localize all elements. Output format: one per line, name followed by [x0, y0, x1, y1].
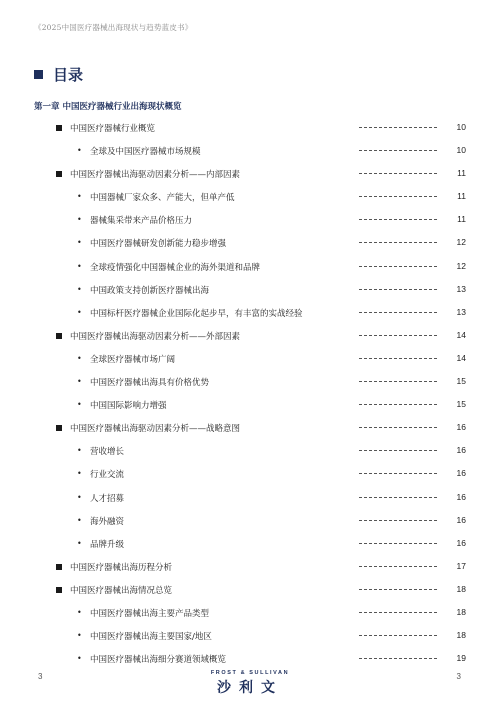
square-bullet-icon	[56, 125, 62, 131]
dot-leader	[359, 312, 437, 313]
dot-bullet-icon: •	[77, 192, 82, 202]
dot-leader	[359, 150, 437, 151]
dot-bullet-icon: •	[77, 307, 82, 317]
square-bullet-icon	[56, 171, 62, 177]
toc-page-number: 18	[456, 606, 466, 617]
dot-bullet-icon: •	[77, 538, 82, 548]
page-number-right: 3	[456, 672, 461, 681]
toc-section-row[interactable]	[0, 164, 499, 187]
dot-bullet-icon: •	[77, 377, 82, 387]
toc-page-number: 14	[456, 352, 466, 363]
dot-bullet-icon: •	[77, 492, 82, 502]
heading-square-icon	[34, 70, 43, 79]
toc-entry-label: 中国医疗器械出海驱动因素分析——外部因素	[70, 331, 241, 342]
toc-subsection-row[interactable]	[0, 349, 499, 372]
toc-entry-label: 中国医疗器械出海具有价格优势	[90, 378, 210, 389]
dot-leader	[359, 635, 437, 636]
toc-subsection-row[interactable]	[0, 233, 499, 256]
dot-leader	[359, 335, 437, 336]
dot-leader	[359, 450, 437, 451]
toc-entry-label: 中国器械厂家众多、产能大，但单产低	[90, 193, 235, 204]
toc-entry-label: 品牌升级	[90, 539, 125, 550]
page-number-left: 3	[38, 672, 43, 681]
toc-entry-label: 中国医疗器械出海细分赛道领域概览	[90, 655, 227, 666]
toc-entry-label: 海外融资	[90, 516, 125, 527]
toc-page-number: 12	[456, 237, 466, 248]
dot-leader	[359, 127, 437, 128]
toc-page-number: 15	[456, 399, 466, 410]
toc-page-number: 10	[456, 145, 466, 156]
toc-page-number: 13	[456, 306, 466, 317]
toc-entry-label: 人才招募	[90, 493, 125, 504]
toc-page-number: 15	[456, 376, 466, 387]
toc-subsection-row[interactable]	[0, 649, 499, 672]
logo-chinese-text: 沙利文	[217, 680, 283, 696]
toc-subsection-row[interactable]	[0, 395, 499, 418]
toc-page-number: 19	[456, 653, 466, 664]
toc-entry-label: 中国政策支持创新医疗器械出海	[90, 285, 210, 296]
toc-subsection-row[interactable]	[0, 187, 499, 210]
logo-english-text: FROST & SULLIVAN	[210, 670, 290, 676]
toc-entry-label: 中国医疗器械出海主要国家/地区	[90, 632, 212, 643]
toc-subsection-row[interactable]	[0, 626, 499, 649]
toc-subsection-row[interactable]	[0, 280, 499, 303]
dot-bullet-icon: •	[77, 261, 82, 271]
square-bullet-icon	[56, 333, 62, 339]
toc-entry-label: 中国医疗器械出海主要产品类型	[90, 608, 210, 619]
dot-bullet-icon: •	[77, 654, 82, 664]
toc-entry-label: 中国医疗器械研发创新能力稳步增强	[90, 239, 227, 250]
toc-section-row[interactable]	[0, 326, 499, 349]
toc-section-row[interactable]	[0, 118, 499, 141]
frost-sullivan-logo	[192, 670, 308, 697]
toc-entry-label: 中国医疗器械行业概览	[70, 124, 156, 134]
toc-page-number: 11	[457, 214, 466, 225]
toc-subsection-row[interactable]	[0, 257, 499, 280]
toc-page-number: 13	[456, 283, 466, 294]
toc-page-number: 16	[456, 537, 466, 548]
toc-page-number: 18	[456, 583, 466, 594]
dot-leader	[359, 242, 437, 243]
toc-heading-text: 目录	[53, 66, 84, 84]
toc-entry-label: 器械集采带来产品价格压力	[90, 216, 193, 227]
dot-leader	[359, 266, 437, 267]
square-bullet-icon	[56, 564, 62, 570]
toc-page-number: 18	[456, 630, 466, 641]
dot-leader	[359, 358, 437, 359]
dot-bullet-icon: •	[77, 400, 82, 410]
dot-bullet-icon: •	[77, 607, 82, 617]
toc-page-number: 16	[456, 445, 466, 456]
toc-page-number: 12	[456, 260, 466, 271]
toc-subsection-row[interactable]	[0, 303, 499, 326]
toc-subsection-row[interactable]	[0, 210, 499, 233]
square-bullet-icon	[56, 425, 62, 431]
dot-leader	[359, 173, 437, 174]
dot-bullet-icon: •	[77, 284, 82, 294]
toc-page-number: 16	[456, 468, 466, 479]
dot-bullet-icon: •	[77, 631, 82, 641]
toc-subsection-row[interactable]	[0, 511, 499, 534]
toc-page-number: 11	[457, 191, 466, 202]
toc-page-number: 11	[457, 168, 466, 179]
dot-leader	[359, 219, 437, 220]
toc-subsection-row[interactable]	[0, 488, 499, 511]
toc-entry-label: 中国医疗器械出海历程分析	[70, 562, 173, 573]
toc-entry-label: 中国医疗器械出海驱动因素分析——战略意图	[70, 424, 241, 435]
toc-entry-label: 中国医疗器械出海情况总览	[70, 585, 173, 596]
toc-subsection-row[interactable]	[0, 534, 499, 557]
dot-bullet-icon: •	[77, 238, 82, 248]
dot-leader	[359, 566, 437, 567]
dot-leader	[359, 589, 437, 590]
toc-entry-label: 营收增长	[90, 447, 125, 458]
dot-leader	[359, 612, 437, 613]
toc-entry-label: 全球医疗器械市场广阔	[90, 354, 176, 365]
dot-bullet-icon: •	[77, 353, 82, 363]
dot-bullet-icon: •	[77, 446, 82, 456]
dot-leader	[359, 497, 437, 498]
toc-page-number: 14	[456, 329, 466, 340]
dot-leader	[359, 381, 437, 382]
toc-subsection-row[interactable]	[0, 464, 499, 487]
chapter-title: 第一章 中国医疗器械行业出海现状概览	[34, 102, 182, 112]
square-bullet-icon	[56, 587, 62, 593]
toc-section-row[interactable]	[0, 418, 499, 441]
toc-heading	[34, 64, 83, 85]
document-header-title: 《2025中国医疗器械出海现状与趋势蓝皮书》	[34, 23, 193, 32]
toc-subsection-row[interactable]	[0, 372, 499, 395]
toc-section-row[interactable]	[0, 580, 499, 603]
toc-section-row[interactable]	[0, 557, 499, 580]
dot-leader	[359, 473, 437, 474]
toc-page-number: 17	[456, 560, 466, 571]
dot-leader	[359, 404, 437, 405]
toc-page-number: 10	[456, 122, 466, 132]
toc-list	[0, 118, 499, 672]
toc-subsection-row[interactable]	[0, 441, 499, 464]
dot-bullet-icon: •	[77, 146, 82, 156]
toc-entry-label: 中国医疗器械出海驱动因素分析——内部因素	[70, 170, 241, 181]
toc-entry-label: 中国标杆医疗器械企业国际化起步早，有丰富的实战经验	[90, 308, 303, 319]
toc-page-number: 16	[456, 514, 466, 525]
dot-leader	[359, 196, 437, 197]
toc-subsection-row[interactable]	[0, 141, 499, 164]
toc-page-number: 16	[456, 491, 466, 502]
toc-entry-label: 全球疫情强化中国器械企业的海外渠道和品牌	[90, 262, 261, 273]
dot-bullet-icon: •	[77, 469, 82, 479]
dot-leader	[359, 289, 437, 290]
toc-page-number: 16	[456, 422, 466, 433]
toc-entry-label: 行业交流	[90, 470, 125, 481]
dot-leader	[359, 543, 437, 544]
toc-entry-label: 中国国际影响力增强	[90, 401, 167, 412]
toc-subsection-row[interactable]	[0, 603, 499, 626]
dot-leader	[359, 658, 437, 659]
dot-bullet-icon: •	[77, 215, 82, 225]
dot-leader	[359, 427, 437, 428]
toc-entry-label: 全球及中国医疗器械市场规模	[90, 147, 201, 158]
dot-bullet-icon: •	[77, 515, 82, 525]
dot-leader	[359, 520, 437, 521]
